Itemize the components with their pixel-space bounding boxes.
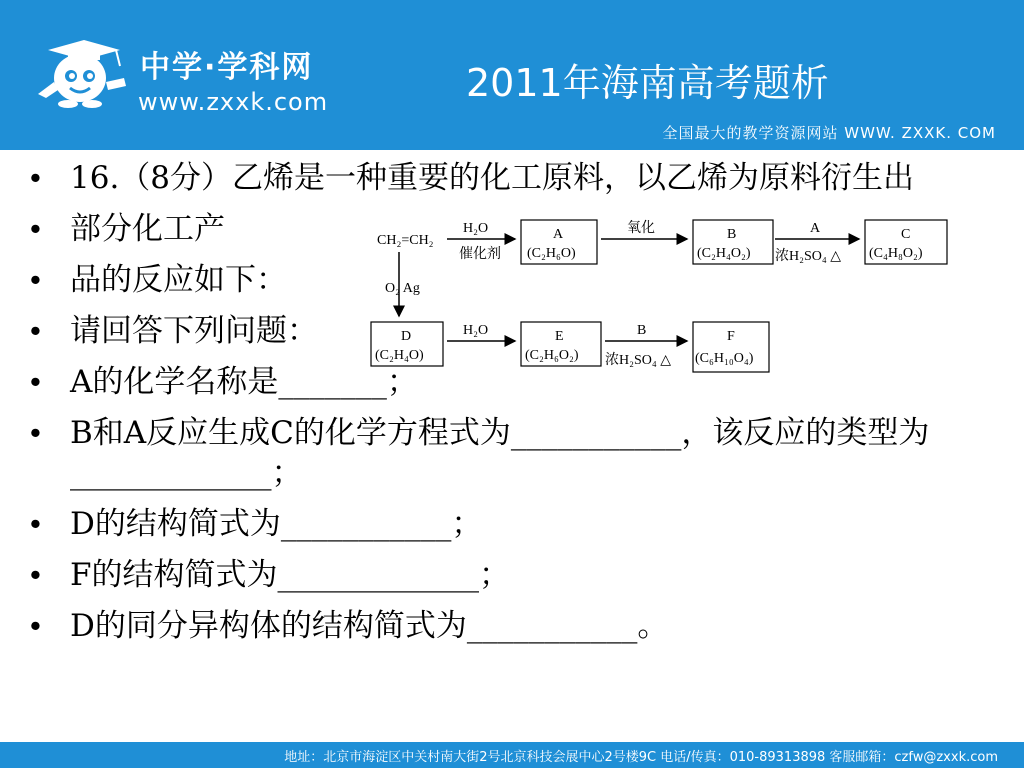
question-intro-line2: • 部分化工产 xyxy=(28,209,390,249)
arrow1-reagent: H₂O xyxy=(463,221,489,236)
question-b-a-reaction: • B和A反应生成C的化学方程式为___________，该反应的类型为_____________； xyxy=(28,413,998,493)
box-c-name: C xyxy=(901,227,911,242)
footer-contact: 地址：北京市海淀区中关村南大街2号北京科技会展中心2号楼9C 电话/传真：010-89313898 客服邮箱：czfw@zxxk.com xyxy=(284,750,998,765)
brand-url: www.zxxk.com xyxy=(138,88,329,116)
question-intro-line3: • 品的反应如下： xyxy=(28,260,390,300)
box-a-name: A xyxy=(553,227,564,242)
arrow3-conditions: 浓H₂SO₄ △ xyxy=(775,249,842,264)
box-b-name: B xyxy=(727,227,737,242)
arrow4-reagent: H₂O xyxy=(463,323,489,338)
question-prompt: • 请回答下列问题： xyxy=(28,311,390,351)
box-d-name: D xyxy=(401,329,412,344)
graduate-mascot-logo-icon xyxy=(28,38,138,108)
box-e-formula: (C₂H₆O₂) xyxy=(525,348,579,363)
question-f-structure: • F的结构简式为_____________； xyxy=(28,555,998,595)
reaction-scheme-diagram xyxy=(365,212,955,382)
box-c-formula: (C₄H₈O₂) xyxy=(869,246,923,261)
box-d-formula: (C₂H₄O) xyxy=(375,348,424,363)
question-d-isomer: • D的同分异构体的结构简式为___________。 xyxy=(28,606,998,646)
question-d-structure: • D的结构简式为___________； xyxy=(28,504,998,544)
box-a-formula: (C₂H₆O) xyxy=(527,246,576,261)
slide-title: 2011年海南高考题析 xyxy=(466,61,829,105)
ethylene-start: CH₂=CH₂ xyxy=(377,233,434,248)
arrow3-reagent: A xyxy=(810,221,821,236)
arrow2-reagent: 氧化 xyxy=(627,221,655,236)
question-a-name: • A的化学名称是_______； xyxy=(28,362,998,402)
question-intro: • 16.（8分）乙烯是一种重要的化工原料，以乙烯为原料衍生出 xyxy=(28,158,998,198)
down-arrow-reagent: O₂ Ag xyxy=(385,281,420,296)
box-e-name: E xyxy=(555,329,564,344)
box-b-formula: (C₂H₄O₂) xyxy=(697,246,751,261)
arrow5-reagent: B xyxy=(637,323,647,338)
arrow5-conditions: 浓H₂SO₄ △ xyxy=(605,353,672,368)
box-f-name: F xyxy=(727,329,735,344)
header-banner xyxy=(0,0,1024,150)
arrow1-catalyst: 催化剂 xyxy=(459,247,501,262)
site-tagline: 全国最大的教学资源网站 WWW. ZXXK. COM xyxy=(662,124,996,142)
box-f-formula: (C₆H₁₀O₄) xyxy=(695,351,754,366)
brand-name: 中学·学科网 xyxy=(140,50,314,85)
footer-bar xyxy=(0,742,1024,768)
